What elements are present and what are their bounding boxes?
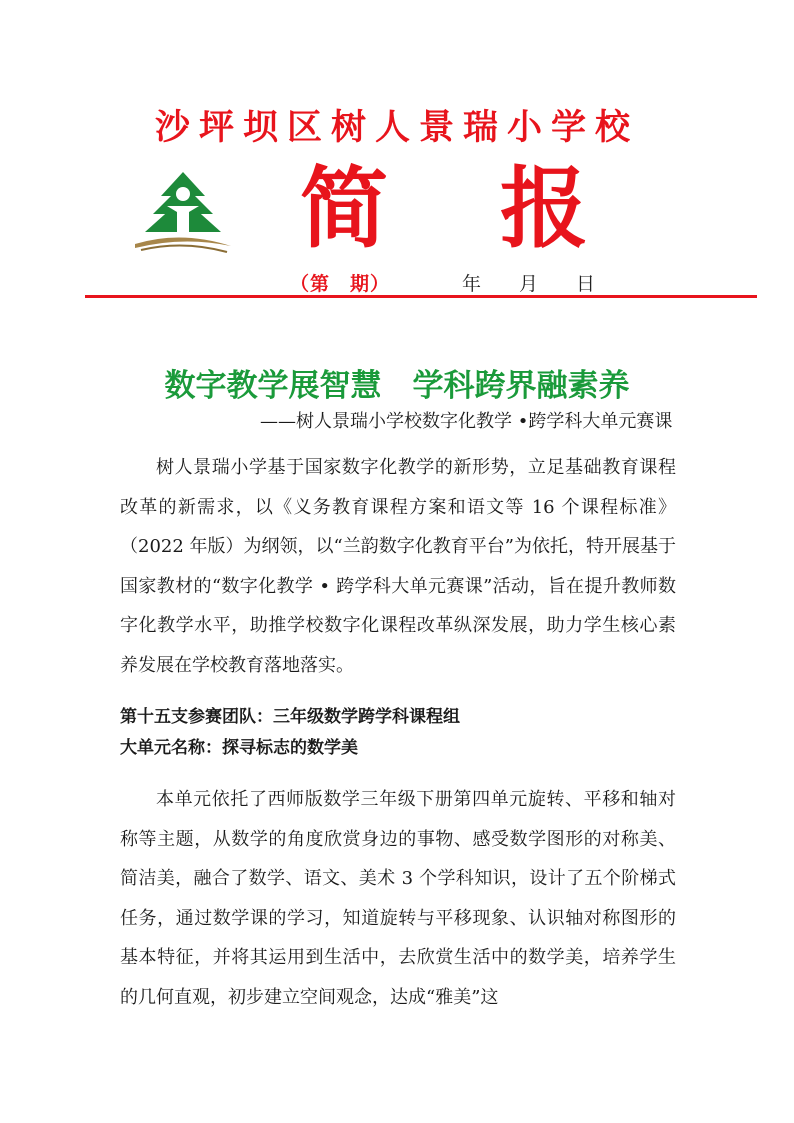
issue-date: 年 月 日 xyxy=(462,273,596,295)
header-divider xyxy=(85,295,757,298)
unit-heading: 大单元名称：探寻标志的数学美 xyxy=(120,738,358,758)
issue-number: （第 期） xyxy=(290,273,391,295)
article-subtitle: ——树人景瑞小学校数字化教学 •跨学科大单元赛课 xyxy=(260,411,673,432)
bulletin-char-1: 简 xyxy=(300,156,389,260)
issue-row xyxy=(0,270,794,298)
intro-paragraph: 树人景瑞小学基于国家数字化教学的新形势，立足基础教育课程改革的新需求，以《义务教育课程方案和语文等 16 个课程标准》（2022 年版）为纲领，以“兰韵数字化教育平台”为依托，特开展基于国家教材的“数字化教学 • 跨学科大单元赛课”活动，旨在提升教师数字化教学水平，助推学校数字化课程改革纵深发展，助力学生核心素养发展在学校教育落地落实。 xyxy=(120,457,676,676)
bulletin-title xyxy=(300,158,600,258)
bulletin-char-2: 报 xyxy=(500,156,589,260)
unit-paragraph: 本单元依托了西师版数学三年级下册第四单元旋转、平移和轴对称等主题，从数学的角度欣赏身边的事物、感受数学图形的对称美、简洁美，融合了数学、语文、美术 3 个学科知识，设计了五个阶梯式任务，通过数学课的学习，知道旋转与平移现象、认识轴对称图形的基本特征，并将其运用到生活中，去欣赏生活中的数学美，培养学生的几何直观，初步建立空间观念，达成“雅美”这 xyxy=(120,789,676,1008)
school-logo-icon xyxy=(131,170,235,254)
article-title: 数字教学展智慧 学科跨界融素养 xyxy=(164,368,630,404)
team-heading: 第十五支参赛团队：三年级数学跨学科课程组 xyxy=(120,707,460,727)
school-name: 沙坪坝区树人景瑞小学校 xyxy=(154,107,639,148)
